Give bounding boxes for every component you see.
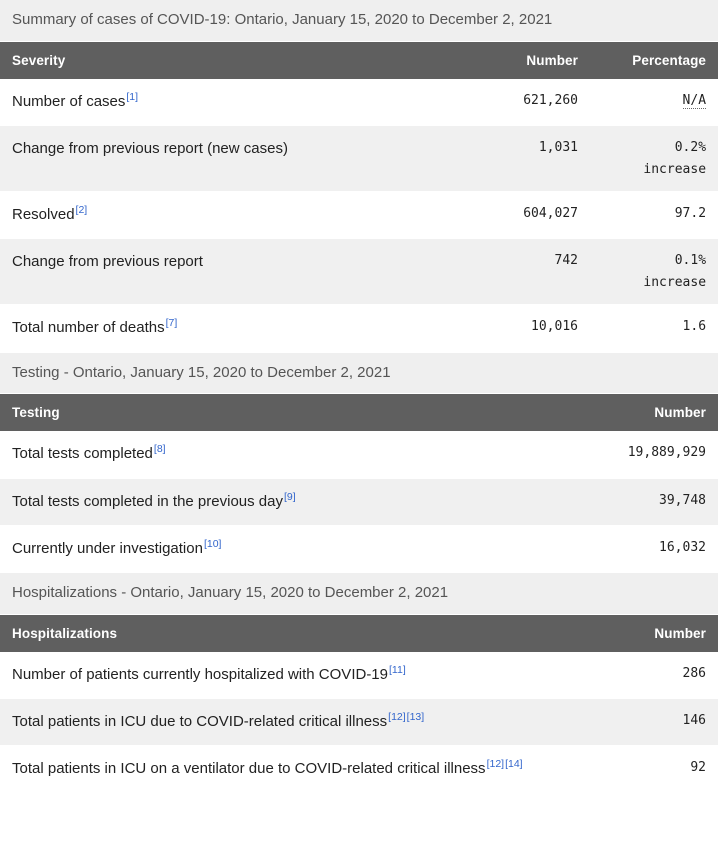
row-number: 19,889,929 — [590, 431, 718, 478]
reference-link[interactable]: [8] — [153, 443, 166, 456]
table-row — [0, 746, 718, 793]
summary-of-cases-table — [0, 0, 718, 353]
table-row — [0, 478, 718, 525]
testing-table — [0, 353, 718, 574]
testing-header-row — [0, 394, 718, 432]
table-row — [0, 305, 718, 352]
row-percentage — [590, 79, 718, 126]
reference-link[interactable]: [13] — [406, 711, 425, 724]
row-percentage — [590, 126, 718, 192]
row-label: Resolved[2] — [0, 192, 440, 239]
hospitalizations-caption-row — [0, 573, 718, 614]
reference-link[interactable]: [7] — [165, 317, 178, 330]
row-percentage: 97.2 — [590, 192, 718, 239]
table-row — [0, 699, 718, 746]
testing-caption: Testing - Ontario, January 15, 2020 to December 2, 2021 — [0, 353, 718, 394]
row-number: 10,016 — [440, 305, 590, 352]
row-label: Total tests completed in the previous day[9] — [0, 478, 590, 525]
hospitalizations-header-row — [0, 614, 718, 652]
row-label: Change from previous report — [0, 239, 440, 305]
column-header-number: Number — [440, 41, 590, 79]
reference-link[interactable]: [12] — [388, 711, 406, 724]
table-row — [0, 431, 718, 478]
column-header-testing: Testing — [0, 394, 590, 432]
reference-link[interactable]: [1] — [126, 90, 139, 103]
table-row — [0, 525, 718, 572]
row-label: Number of patients currently hospitalized with COVID-19[11] — [0, 652, 590, 699]
reference-link[interactable]: [2] — [75, 204, 88, 217]
row-percentage — [590, 239, 718, 305]
reference-link[interactable]: [12] — [486, 758, 505, 771]
row-label: Total tests completed[8] — [0, 431, 590, 478]
reference-link[interactable]: [9] — [283, 490, 296, 503]
row-label: Number of cases[1] — [0, 79, 440, 126]
hospitalizations-caption: Hospitalizations - Ontario, January 15, 2020 to December 2, 2021 — [0, 573, 718, 614]
summary-caption-row — [0, 0, 718, 41]
row-number: 92 — [590, 746, 718, 793]
column-header-number: Number — [590, 614, 718, 652]
row-label: Total patients in ICU on a ventilator due to COVID-related critical illness[12][14] — [0, 746, 590, 793]
row-percentage: 1.6 — [590, 305, 718, 352]
column-header-number: Number — [590, 394, 718, 432]
column-header-hospitalizations: Hospitalizations — [0, 614, 590, 652]
row-percentage-value: N/A — [682, 92, 707, 108]
row-number: 1,031 — [440, 126, 590, 192]
row-label: Total number of deaths[7] — [0, 305, 440, 352]
row-percentage-value: 0.1% — [674, 253, 707, 269]
table-row — [0, 79, 718, 126]
reference-link[interactable]: [10] — [203, 537, 222, 550]
table-row — [0, 192, 718, 239]
column-header-severity: Severity — [0, 41, 440, 79]
row-percentage-trend: increase — [643, 274, 707, 290]
column-header-percentage: Percentage — [590, 41, 718, 79]
row-label: Total patients in ICU due to COVID-related critical illness[12][13] — [0, 699, 590, 746]
reference-link[interactable]: [14] — [505, 758, 523, 771]
row-number: 39,748 — [590, 478, 718, 525]
row-percentage-value: 0.2% — [674, 140, 707, 155]
reference-link[interactable]: [11] — [389, 663, 406, 676]
row-label: Change from previous report (new cases) — [0, 126, 440, 192]
row-label: Currently under investigation[10] — [0, 525, 590, 572]
testing-caption-row — [0, 353, 718, 394]
row-number: 604,027 — [440, 192, 590, 239]
table-row — [0, 652, 718, 699]
hospitalizations-table — [0, 573, 718, 794]
row-number: 146 — [590, 699, 718, 746]
row-percentage-trend: increase — [643, 161, 707, 177]
summary-header-row — [0, 41, 718, 79]
summary-caption: Summary of cases of COVID-19: Ontario, January 15, 2020 to December 2, 2021 — [0, 0, 718, 41]
row-number: 621,260 — [440, 79, 590, 126]
row-number: 742 — [440, 239, 590, 305]
row-number: 16,032 — [590, 525, 718, 572]
table-row — [0, 126, 718, 192]
table-row — [0, 239, 718, 305]
row-number: 286 — [590, 652, 718, 699]
